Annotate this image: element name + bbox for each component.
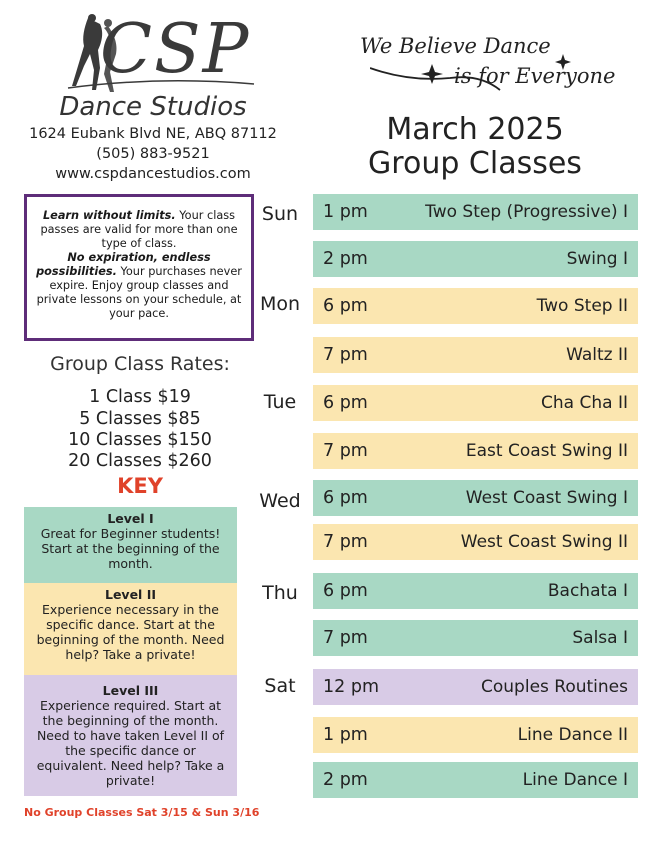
class-time: 7 pm [323,532,368,552]
info-box [24,194,254,341]
info-text-1: Your class passes are valid for more than one type of class. [40,209,238,250]
info-bold-2: No expiration, endless possibilities. [36,251,211,278]
logo-wordmark: CSP [100,10,251,89]
class-time: 7 pm [323,345,368,365]
class-name: East Coast Swing II [465,441,628,461]
day-label-sun: Sun [261,203,299,225]
studio-address: 1624 Eubank Blvd NE, ABQ 87112 [29,126,277,142]
class-time: 12 pm [323,677,379,697]
class-time: 7 pm [323,628,368,648]
class-name: Cha Cha II [541,393,628,413]
class-row [313,669,638,705]
level-description: Experience required. Start at the beginning of the month. Need to have taken Level II of the specific dance or equivalent. Need help? Take a private! [36,698,225,788]
level-3-card [24,675,237,796]
rate-item: 5 Classes $85 [79,409,201,429]
studio-phone: (505) 883-9521 [96,146,210,162]
closure-note: No Group Classes Sat 3/15 & Sun 3/16 [24,806,260,819]
class-time: 1 pm [323,202,368,222]
class-row [313,194,638,230]
class-row [313,385,638,421]
day-label-tue: Tue [263,391,297,413]
class-name: Line Dance I [522,770,628,790]
class-name: Salsa I [572,628,628,648]
info-bold-1: Learn without limits. [42,209,176,222]
class-time: 2 pm [323,770,368,790]
day-label-thu: Thu [262,582,298,604]
studio-name: Dance Studios [59,92,247,122]
level-title: Level III [102,683,159,698]
level-title: Level I [107,511,154,526]
page-title: March 2025 [386,112,564,147]
rate-item: 10 Classes $150 [68,430,212,450]
rate-item: 20 Classes $260 [68,451,212,471]
level-description: Experience necessary in the specific dance. Start at the beginning of the month. Need help? Take a private! [36,602,225,662]
class-row [313,337,638,373]
tagline-line1: We Believe Dance [360,34,551,58]
class-time: 6 pm [323,581,368,601]
class-time: 1 pm [323,725,368,745]
level-description: Great for Beginner students! Start at the beginning of the month. [40,526,221,571]
class-row [313,762,638,798]
class-name: Bachata I [547,581,628,601]
class-name: Waltz II [566,345,628,365]
class-row [313,433,638,469]
rate-item: 1 Class $19 [89,387,191,407]
class-row [313,524,638,560]
tagline-line2: is for Everyone [454,64,616,88]
studio-website[interactable]: www.cspdancestudios.com [55,166,251,182]
class-name: Couples Routines [481,677,628,697]
day-label-sat: Sat [264,675,296,697]
info-text-2: Your purchases never expire. Enjoy group classes and private lessons on your schedule, at your pace. [36,265,242,320]
class-name: Two Step (Progressive) I [425,202,628,222]
class-row [313,480,638,516]
day-label-wed: Wed [259,490,301,512]
rates-title: Group Class Rates: [50,353,230,375]
class-time: 7 pm [323,441,368,461]
class-time: 6 pm [323,393,368,413]
class-name: West Coast Swing II [460,532,628,552]
day-label-mon: Mon [259,293,301,315]
class-row [313,620,638,656]
class-row [313,288,638,324]
level-2-card [24,583,237,675]
class-row [313,717,638,753]
class-name: Line Dance II [517,725,628,745]
key-title: KEY [117,474,163,498]
class-name: Swing I [566,249,628,269]
level-1-card [24,507,237,583]
class-row [313,573,638,609]
level-title: Level II [104,587,156,602]
class-time: 6 pm [323,488,368,508]
class-name: West Coast Swing I [465,488,628,508]
class-time: 2 pm [323,249,368,269]
class-name: Two Step II [536,296,628,316]
page-subtitle: Group Classes [368,146,582,181]
class-time: 6 pm [323,296,368,316]
class-row [313,241,638,277]
